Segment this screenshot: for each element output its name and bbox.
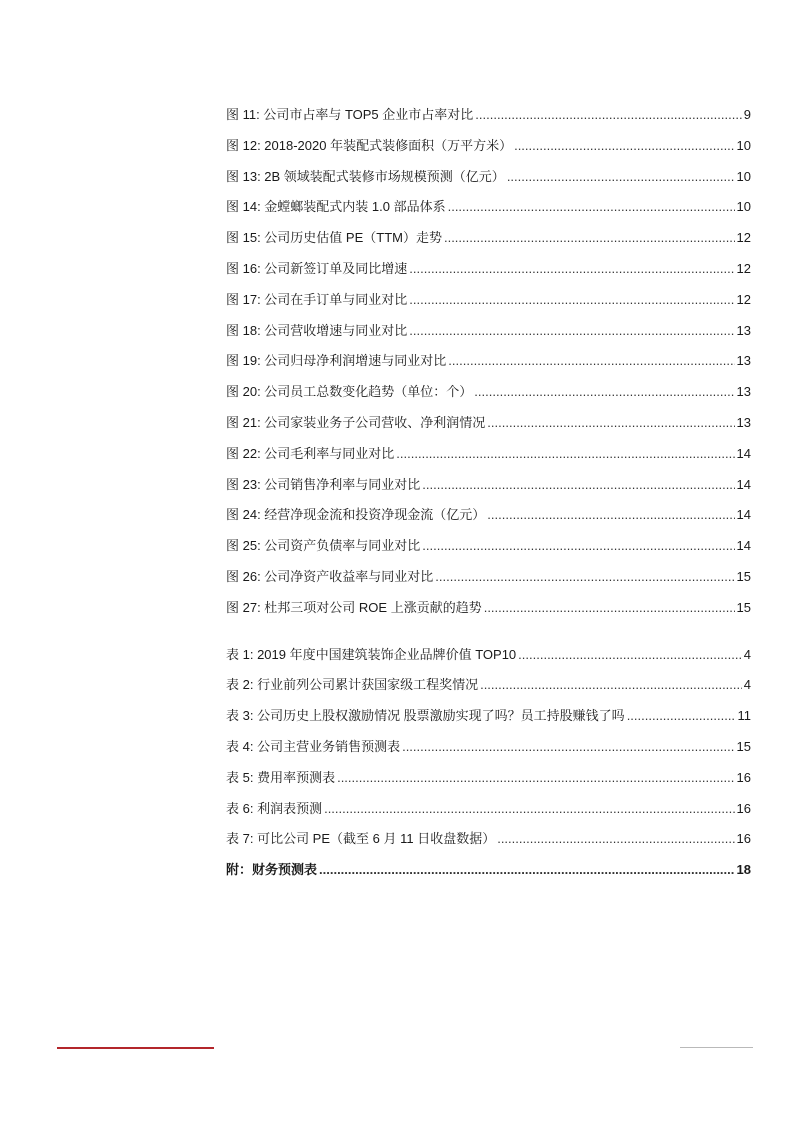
- toc-entry[interactable]: 图 18: 公司营收增速与同业对比 ..... 13: [226, 320, 751, 351]
- dot-leader: [484, 600, 735, 615]
- dot-leader: [337, 770, 734, 785]
- toc-entry[interactable]: 图 25: 公司资产负债率与同业对比 ..... 14: [226, 535, 751, 566]
- toc-entry[interactable]: 表 4: 公司主营业务销售预测表 ..... 15: [226, 736, 751, 767]
- toc-entry[interactable]: 图 20: 公司员工总数变化趋势（单位：个） ..... 13: [226, 381, 751, 412]
- dot-leader: [409, 323, 734, 338]
- dot-leader: [497, 831, 734, 846]
- dot-leader: [422, 538, 734, 553]
- footer-accent-line: [57, 1047, 214, 1049]
- dot-leader: [448, 353, 734, 368]
- section-gap: [226, 628, 751, 644]
- dot-leader: [487, 415, 734, 430]
- dot-leader: [627, 708, 736, 723]
- dot-leader: [409, 261, 734, 276]
- dot-leader: [324, 801, 734, 816]
- toc-entry[interactable]: 图 13: 2B 领域装配式装修市场规模预测（亿元） ..... 10: [226, 166, 751, 197]
- dot-leader: [487, 507, 734, 522]
- toc-entry[interactable]: 表 7: 可比公司 PE（截至 6 月 11 日收盘数据） ..... 16: [226, 828, 751, 859]
- toc-entry[interactable]: 表 3: 公司历史上股权激励情况 股票激励实现了吗？员工持股赚钱了吗 ..... 11: [226, 705, 751, 736]
- toc-entry[interactable]: 图 12: 2018-2020 年装配式装修面积（万平方米） ..... 10: [226, 135, 751, 166]
- dot-leader: [319, 862, 735, 877]
- dot-leader: [475, 107, 741, 122]
- table-of-contents: [226, 104, 751, 890]
- toc-entry[interactable]: 表 2: 行业前列公司累计获国家级工程奖情况 ..... 4: [226, 674, 751, 705]
- dot-leader: [448, 199, 735, 214]
- dot-leader: [396, 446, 734, 461]
- toc-entry[interactable]: 图 22: 公司毛利率与同业对比 ..... 14: [226, 443, 751, 474]
- toc-entry[interactable]: 表 6: 利润表预测 ..... 16: [226, 798, 751, 829]
- dot-leader: [409, 292, 734, 307]
- toc-entry[interactable]: 图 19: 公司归母净利润增速与同业对比 ..... 13: [226, 350, 751, 381]
- toc-entry[interactable]: 图 21: 公司家装业务子公司营收、净利润情况 ..... 13: [226, 412, 751, 443]
- dot-leader: [422, 477, 734, 492]
- toc-entry[interactable]: 表 5: 费用率预测表 ..... 16: [226, 767, 751, 798]
- dot-leader: [435, 569, 734, 584]
- dot-leader: [480, 677, 742, 692]
- dot-leader: [474, 384, 734, 399]
- dot-leader: [507, 169, 735, 184]
- toc-entry[interactable]: 图 14: 金螳螂装配式内装 1.0 部品体系 ..... 10: [226, 196, 751, 227]
- toc-entry-appendix[interactable]: 附：财务预测表 ..... 18: [226, 859, 751, 890]
- toc-entry[interactable]: 图 26: 公司净资产收益率与同业对比 ..... 15: [226, 566, 751, 597]
- toc-entry[interactable]: 图 23: 公司销售净利率与同业对比 ..... 14: [226, 474, 751, 505]
- dot-leader: [518, 647, 742, 662]
- toc-entry[interactable]: 图 16: 公司新签订单及同比增速 ..... 12: [226, 258, 751, 289]
- dot-leader: [444, 230, 735, 245]
- toc-entry[interactable]: 图 17: 公司在手订单与同业对比 ..... 12: [226, 289, 751, 320]
- dot-leader: [514, 138, 734, 153]
- toc-entry[interactable]: 表 1: 2019 年度中国建筑装饰企业品牌价值 TOP10 ..... 4: [226, 644, 751, 675]
- toc-entry[interactable]: 图 11: 公司市占率与 TOP5 企业市占率对比 ..... 9: [226, 104, 751, 135]
- toc-entry[interactable]: 图 15: 公司历史估值 PE（TTM）走势 ..... 12: [226, 227, 751, 258]
- toc-entry[interactable]: 图 24: 经营净现金流和投资净现金流（亿元） ..... 14: [226, 504, 751, 535]
- footer-rule: [680, 1047, 753, 1048]
- toc-entry[interactable]: 图 27: 杜邦三项对公司 ROE 上涨贡献的趋势 ..... 15: [226, 597, 751, 628]
- dot-leader: [402, 739, 734, 754]
